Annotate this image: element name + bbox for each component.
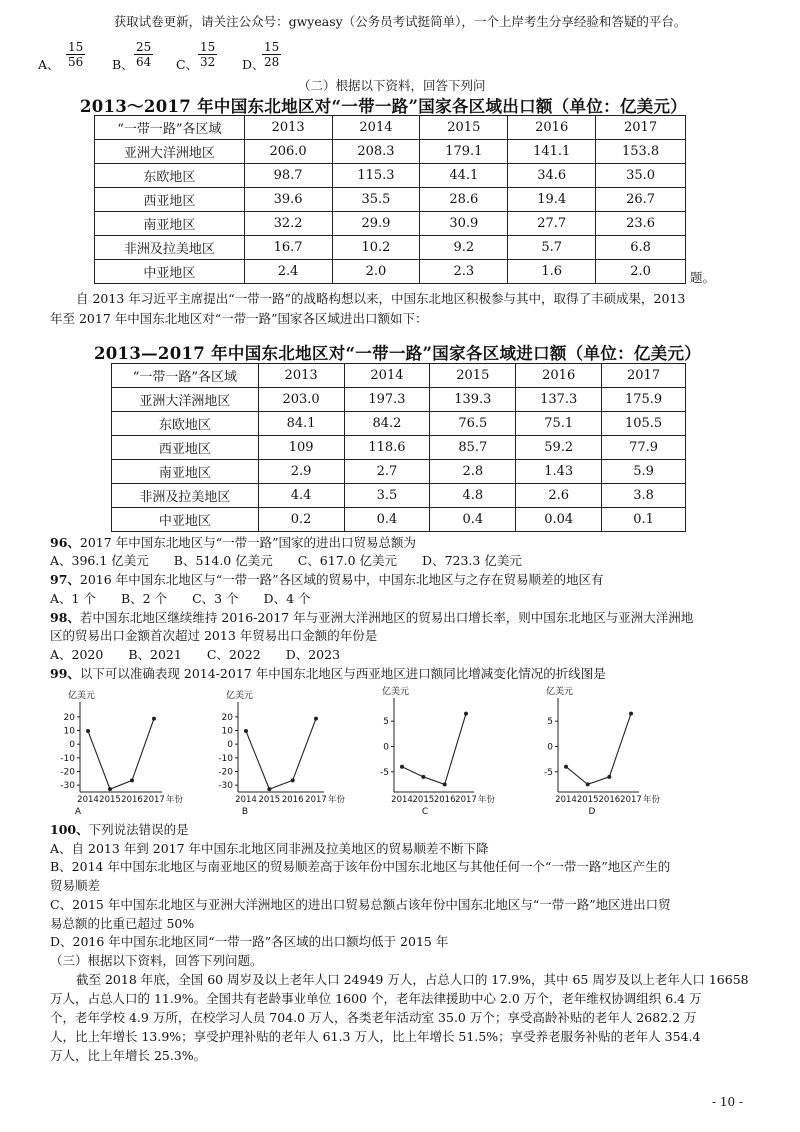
x-tick-label: 2015 (412, 795, 435, 805)
value-cell: 44.1 (420, 164, 508, 188)
y-tick-label: -10 (60, 753, 75, 764)
value-cell: 109 (258, 436, 344, 460)
x-tick-label: 2014 (77, 795, 99, 805)
series-line (246, 719, 316, 790)
y-tick-label: 0 (69, 740, 75, 751)
value-cell: 27.7 (508, 212, 596, 236)
value-cell: 141.1 (508, 140, 596, 164)
q100-option-c-cont: 易总额的比重已超过 50% (50, 916, 195, 931)
series-line (88, 719, 154, 790)
value-cell: 4.4 (258, 484, 344, 508)
x-tick-label: 2014 (391, 795, 413, 805)
region-cell: 非洲及拉美地区 (95, 236, 245, 260)
value-cell: 2.4 (244, 260, 332, 284)
y-tick-label: 10 (221, 726, 233, 737)
value-cell: 26.7 (596, 188, 686, 212)
data-point (629, 712, 633, 716)
region-cell: 东欧地区 (112, 412, 259, 436)
y-tick-label: 20 (221, 712, 233, 723)
data-point (152, 717, 156, 721)
series-line (566, 714, 631, 785)
value-cell: 0.4 (430, 508, 516, 532)
y-tick-label: 0 (227, 740, 233, 751)
value-cell: 105.5 (602, 412, 686, 436)
question-98: 98、若中国东北地区继续维持 2016-2017 年与亚洲大洋洲地区的贸易出口增长率，则中国东北地区与亚洲大洋洲地 (50, 610, 694, 625)
q100-option-a: A、自 2013 年到 2017 年中国东北地区同非洲及拉美地区的贸易顺差不断下降 (50, 841, 489, 856)
value-cell: 2015 (420, 116, 508, 140)
export-table (94, 115, 686, 284)
value-cell: 2013 (258, 364, 344, 388)
question-97-options: A、1 个 B、2 个 C、3 个 D、4 个 (50, 591, 311, 606)
x-axis-label: 年份 (478, 795, 496, 805)
value-cell: 2.6 (516, 484, 602, 508)
chart-option-label: C (421, 807, 429, 817)
value-cell: 2.7 (344, 460, 430, 484)
value-cell: 2.0 (332, 260, 420, 284)
y-axis-label: 亿美元 (382, 687, 410, 697)
para3-line-3: 个，老年学校 4.9 万所，在校学习人员 704.0 万人，各类老年活动室 35.0 万个；享受高龄补贴的老年人 2682.2 万 (50, 1010, 697, 1025)
question-100: 100、下列说法错误的是 (50, 822, 189, 837)
region-cell: 南亚地区 (95, 212, 245, 236)
series-line (402, 714, 466, 785)
x-axis-label: 年份 (166, 795, 184, 805)
table-row (112, 508, 686, 532)
chart-option-label: A (74, 807, 82, 817)
value-cell: 23.6 (596, 212, 686, 236)
intro-line-2: 年至 2017 年中国东北地区对“一带一路”国家各区域进出口额如下： (50, 311, 428, 326)
table2-title: 2013—2017 年中国东北地区对“一带一路”国家各区域进口额（单位：亿美元） (94, 344, 702, 363)
x-tick-label: 2015 (258, 795, 281, 805)
x-tick-label: 2016 (121, 795, 143, 805)
value-cell: 2016 (508, 116, 596, 140)
question-96: 96、2017 年中国东北地区与“一带一路”国家的进出口贸易总额为 (50, 535, 416, 550)
value-cell: 84.1 (258, 412, 344, 436)
x-tick-label: 2016 (281, 795, 304, 805)
data-point (464, 712, 468, 716)
value-cell: 59.2 (516, 436, 602, 460)
y-tick-label: -10 (218, 753, 233, 764)
data-point (86, 729, 90, 733)
para3-line-2: 万人，占总人口的 11.9%。全国共有老龄事业单位 1600 个，老年法律援助中心 2.0 万个，老年维权协调组织 6.4 万 (50, 991, 702, 1006)
table-row (112, 436, 686, 460)
value-cell: 2.3 (420, 260, 508, 284)
value-cell: 10.2 (332, 236, 420, 260)
x-tick-label: 2015 (99, 795, 121, 805)
y-axis-label: 亿美元 (226, 691, 254, 701)
data-point (607, 775, 611, 779)
y-tick-label: -30 (60, 781, 75, 792)
data-point (130, 778, 134, 782)
value-cell: 206.0 (244, 140, 332, 164)
data-point (421, 775, 425, 779)
region-cell: 南亚地区 (112, 460, 259, 484)
value-cell: 203.0 (258, 388, 344, 412)
data-point (267, 787, 271, 791)
value-cell: 39.6 (244, 188, 332, 212)
value-cell: 3.8 (602, 484, 686, 508)
data-point (108, 787, 112, 791)
question-98-options: A、2020 B、2021 C、2022 D、2023 (50, 647, 341, 662)
x-tick-label: 2017 (455, 795, 477, 805)
x-tick-label: 2014 (555, 795, 577, 805)
data-point (443, 782, 447, 786)
y-tick-label: -30 (218, 781, 233, 792)
table-row (112, 484, 686, 508)
x-tick-label: 2017 (620, 795, 642, 805)
x-axis-label: 年份 (328, 795, 346, 805)
y-tick-label: -20 (218, 767, 233, 778)
question-96-options: A、396.1 亿美元 B、514.0 亿美元 C、617.0 亿美元 D、723.3 亿美元 (50, 553, 522, 568)
region-cell: 西亚地区 (95, 188, 245, 212)
section2-heading: （二）根据以下资料，回答下列问 (298, 78, 486, 93)
x-axis-label: 年份 (643, 795, 661, 805)
value-cell: 35.0 (596, 164, 686, 188)
y-tick-label: 0 (547, 742, 553, 753)
q100-option-b-cont: 贸易顺差 (50, 878, 101, 893)
value-cell: 5.7 (508, 236, 596, 260)
value-cell: 85.7 (430, 436, 516, 460)
y-tick-label: 10 (63, 726, 75, 737)
region-cell: 中亚地区 (112, 508, 259, 532)
y-tick-label: -5 (380, 767, 389, 778)
data-point (400, 765, 404, 769)
value-cell: 1.6 (508, 260, 596, 284)
table-row (112, 412, 686, 436)
y-tick-label: 0 (383, 742, 389, 753)
value-cell: 76.5 (430, 412, 516, 436)
table-row (95, 236, 686, 260)
value-cell: 115.3 (332, 164, 420, 188)
value-cell: 84.2 (344, 412, 430, 436)
table-row (95, 140, 686, 164)
section3-heading: （三）根据以下资料，回答下列问题。 (50, 953, 263, 968)
value-cell: 28.6 (420, 188, 508, 212)
region-cell: “一带一路”各区域 (112, 364, 259, 388)
page-header: 获取试卷更新，请关注公众号：gwyeasy（公务员考试挺简单），一个上岸考生分享经验和答疑的平台。 (113, 14, 687, 29)
value-cell: 4.8 (430, 484, 516, 508)
value-cell: 6.8 (596, 236, 686, 260)
data-point (291, 778, 295, 782)
x-tick-label: 2017 (143, 795, 165, 805)
value-cell: 35.5 (332, 188, 420, 212)
value-cell: 0.4 (344, 508, 430, 532)
para3-line-5: 万人，比上年增长 25.3%。 (50, 1048, 207, 1063)
x-tick-label: 2014 (235, 795, 257, 805)
value-cell: 98.7 (244, 164, 332, 188)
value-cell: 2013 (244, 116, 332, 140)
value-cell: 137.3 (516, 388, 602, 412)
region-cell: 亚洲大洋洲地区 (95, 140, 245, 164)
value-cell: 32.2 (244, 212, 332, 236)
question-97: 97、2016 年中国东北地区与“一带一路”各区域的贸易中，中国东北地区与之存在贸易顺差的地区有 (50, 572, 604, 587)
chart-option-label: B (241, 807, 249, 817)
table-row (95, 164, 686, 188)
value-cell: 2017 (596, 116, 686, 140)
data-point (564, 765, 568, 769)
table-row (112, 388, 686, 412)
chart-option-label: D (588, 807, 596, 817)
q100-option-b: B、2014 年中国东北地区与南亚地区的贸易顺差高于该年份中国东北地区与其他任何一个“一带一路”地区产生的 (50, 859, 671, 874)
region-cell: 东欧地区 (95, 164, 245, 188)
value-cell: 0.04 (516, 508, 602, 532)
data-point (244, 729, 248, 733)
value-cell: 197.3 (344, 388, 430, 412)
table-header-row (112, 364, 686, 388)
table-header-row (95, 116, 686, 140)
question-98-line2: 区的贸易出口金额首次超过 2013 年贸易出口金额的年份是 (50, 628, 378, 643)
value-cell: 175.9 (602, 388, 686, 412)
data-point (586, 782, 590, 786)
value-cell: 75.1 (516, 412, 602, 436)
value-cell: 2.9 (258, 460, 344, 484)
value-cell: 9.2 (420, 236, 508, 260)
value-cell: 2014 (332, 116, 420, 140)
option-charts (0, 680, 800, 818)
table1-title: 2013～2017 年中国东北地区对“一带一路”国家各区域出口额（单位：亿美元） (80, 97, 688, 116)
question-99: 99、以下可以准确表现 2014-2017 年中国东北地区与西亚地区进口额同比增减变化情况的折线图是 (50, 666, 606, 681)
value-cell: 2.0 (596, 260, 686, 284)
value-cell: 118.6 (344, 436, 430, 460)
value-cell: 2015 (430, 364, 516, 388)
y-tick-label: 5 (383, 717, 389, 728)
value-cell: 3.5 (344, 484, 430, 508)
y-tick-label: 20 (63, 712, 75, 723)
value-cell: 0.2 (258, 508, 344, 532)
region-cell: “一带一路”各区域 (95, 116, 245, 140)
value-cell: 16.7 (244, 236, 332, 260)
intro-line-1: 自 2013 年习近平主席提出“一带一路”的战略构想以来，中国东北地区积极参与其中，取得了丰硕成果，2013 (76, 291, 686, 306)
value-cell: 77.9 (602, 436, 686, 460)
table1-trailing: 题。 (690, 270, 716, 285)
y-axis-label: 亿美元 (546, 687, 574, 697)
y-tick-label: -5 (544, 767, 553, 778)
q100-option-d: D、2016 年中国东北地区同“一带一路”各区域的出口额均低于 2015 年 (50, 934, 449, 949)
value-cell: 179.1 (420, 140, 508, 164)
value-cell: 1.43 (516, 460, 602, 484)
y-axis-label: 亿美元 (68, 691, 96, 701)
table-row (95, 188, 686, 212)
x-tick-label: 2016 (598, 795, 621, 805)
region-cell: 西亚地区 (112, 436, 259, 460)
y-tick-label: 5 (547, 717, 553, 728)
import-table (111, 363, 686, 532)
para3-line-1: 截至 2018 年底，全国 60 周岁及以上老年人口 24949 万人，占总人口的 17.9%，其中 65 周岁及以上老年人口 16658 (76, 972, 749, 987)
value-cell: 0.1 (602, 508, 686, 532)
value-cell: 34.6 (508, 164, 596, 188)
value-cell: 153.8 (596, 140, 686, 164)
region-cell: 非洲及拉美地区 (112, 484, 259, 508)
value-cell: 5.9 (602, 460, 686, 484)
table-row (112, 460, 686, 484)
x-tick-label: 2015 (576, 795, 599, 805)
value-cell: 19.4 (508, 188, 596, 212)
value-cell: 139.3 (430, 388, 516, 412)
page-number: - 10 - (712, 1095, 744, 1109)
value-cell: 2017 (602, 364, 686, 388)
x-tick-label: 2017 (305, 795, 327, 805)
data-point (314, 717, 318, 721)
x-tick-label: 2016 (433, 795, 456, 805)
value-cell: 29.9 (332, 212, 420, 236)
value-cell: 2.8 (430, 460, 516, 484)
y-tick-label: -20 (60, 767, 75, 778)
value-cell: 2014 (344, 364, 430, 388)
table-row (95, 260, 686, 284)
value-cell: 2016 (516, 364, 602, 388)
value-cell: 30.9 (420, 212, 508, 236)
para3-line-4: 人，比上年增长 13.9%；享受护理补贴的老年人 61.3 万人，比上年增长 51.5%；享受养老服务补贴的老年人 354.4 (50, 1029, 701, 1044)
value-cell: 208.3 (332, 140, 420, 164)
table-row (95, 212, 686, 236)
region-cell: 亚洲大洋洲地区 (112, 388, 259, 412)
region-cell: 中亚地区 (95, 260, 245, 284)
q100-option-c: C、2015 年中国东北地区与亚洲大洋洲地区的进出口贸易总额占该年份中国东北地区与“一带一路”地区进出口贸 (50, 897, 671, 912)
